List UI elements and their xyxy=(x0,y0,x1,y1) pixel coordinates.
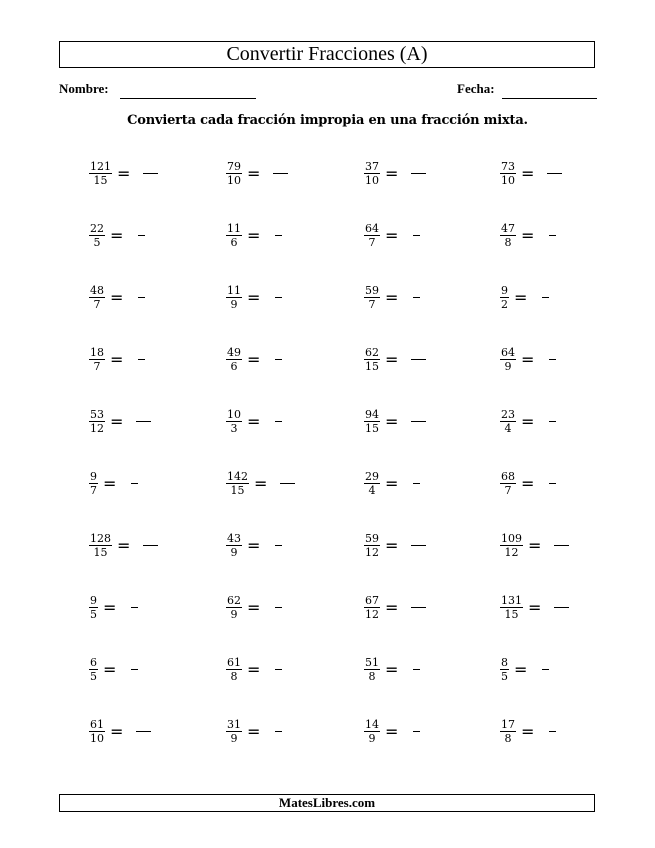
denominator: 15 xyxy=(504,607,519,621)
denominator: 8 xyxy=(368,669,376,683)
answer-blank[interactable] xyxy=(547,173,562,174)
problem-item xyxy=(500,282,549,312)
problem-item xyxy=(364,344,426,374)
numerator: 67 xyxy=(365,593,379,607)
name-label: Nombre: xyxy=(59,81,109,96)
denominator: 7 xyxy=(368,235,376,249)
denominator: 10 xyxy=(501,173,515,187)
improper-fraction xyxy=(500,657,509,682)
equals-sign: = xyxy=(110,411,124,431)
denominator: 7 xyxy=(90,483,97,497)
equals-sign: = xyxy=(247,721,261,741)
problem-item xyxy=(364,654,420,684)
numerator: 142 xyxy=(227,469,248,483)
improper-fraction xyxy=(89,719,105,744)
improper-fraction xyxy=(500,719,516,744)
numerator: 121 xyxy=(90,159,111,173)
answer-blank[interactable] xyxy=(136,421,151,422)
denominator: 7 xyxy=(93,359,101,373)
numerator: 8 xyxy=(501,655,508,669)
numerator: 22 xyxy=(90,221,104,235)
improper-fraction xyxy=(364,161,380,186)
equals-sign: = xyxy=(521,163,535,183)
numerator: 37 xyxy=(365,159,379,173)
improper-fraction xyxy=(500,409,516,434)
denominator: 8 xyxy=(504,235,512,249)
problem-item xyxy=(500,406,556,436)
denominator: 12 xyxy=(365,545,379,559)
improper-fraction xyxy=(226,347,242,372)
numerator: 9 xyxy=(90,469,97,483)
numerator: 48 xyxy=(90,283,104,297)
equals-sign: = xyxy=(247,225,261,245)
denominator: 15 xyxy=(93,173,108,187)
equals-sign: = xyxy=(385,163,399,183)
answer-blank[interactable] xyxy=(275,297,282,298)
problem-item xyxy=(500,654,549,684)
answer-blank[interactable] xyxy=(413,297,420,298)
instructions: Convierta cada fracción impropia en una fracción mixta. xyxy=(127,113,528,128)
answer-blank[interactable] xyxy=(413,483,420,484)
problem-item xyxy=(364,282,420,312)
denominator: 7 xyxy=(368,297,376,311)
equals-sign: = xyxy=(103,597,117,617)
numerator: 18 xyxy=(90,345,104,359)
improper-fraction xyxy=(226,719,242,744)
denominator: 15 xyxy=(365,421,379,435)
answer-blank[interactable] xyxy=(549,731,556,732)
denominator: 9 xyxy=(230,545,238,559)
answer-blank[interactable] xyxy=(275,359,282,360)
problem-item xyxy=(364,468,420,498)
equals-sign: = xyxy=(521,225,535,245)
denominator: 12 xyxy=(90,421,104,435)
answer-blank[interactable] xyxy=(411,545,426,546)
numerator: 128 xyxy=(90,531,111,545)
answer-blank[interactable] xyxy=(275,545,282,546)
footer-site: MatesLibres.com xyxy=(59,794,595,812)
answer-blank[interactable] xyxy=(131,669,138,670)
improper-fraction xyxy=(364,719,380,744)
answer-blank[interactable] xyxy=(275,731,282,732)
problem-item xyxy=(226,282,282,312)
answer-blank[interactable] xyxy=(275,235,282,236)
answer-blank[interactable] xyxy=(131,607,138,608)
numerator: 62 xyxy=(365,345,379,359)
improper-fraction xyxy=(364,409,380,434)
problem-item xyxy=(89,530,158,560)
equals-sign: = xyxy=(247,597,261,617)
answer-blank[interactable] xyxy=(138,359,145,360)
equals-sign: = xyxy=(528,597,542,617)
answer-blank[interactable] xyxy=(411,607,426,608)
denominator: 7 xyxy=(93,297,101,311)
problem-item xyxy=(500,220,556,250)
denominator: 2 xyxy=(501,297,508,311)
answer-blank[interactable] xyxy=(549,483,556,484)
numerator: 11 xyxy=(227,221,241,235)
improper-fraction xyxy=(226,533,242,558)
problem-item xyxy=(226,468,295,498)
equals-sign: = xyxy=(117,163,131,183)
answer-blank[interactable] xyxy=(131,483,138,484)
denominator: 12 xyxy=(504,545,519,559)
answer-blank[interactable] xyxy=(280,483,295,484)
date-label: Fecha: xyxy=(457,81,495,96)
denominator: 5 xyxy=(90,607,97,621)
problem-item xyxy=(364,530,426,560)
improper-fraction xyxy=(89,533,112,558)
improper-fraction xyxy=(226,657,242,682)
problem-item xyxy=(226,654,282,684)
problem-item xyxy=(89,654,138,684)
denominator: 9 xyxy=(230,731,238,745)
improper-fraction xyxy=(226,223,242,248)
numerator: 10 xyxy=(227,407,241,421)
numerator: 59 xyxy=(365,283,379,297)
improper-fraction xyxy=(500,347,516,372)
answer-blank[interactable] xyxy=(411,421,426,422)
improper-fraction xyxy=(226,285,242,310)
problem-item xyxy=(500,158,562,188)
answer-blank[interactable] xyxy=(554,545,569,546)
answer-blank[interactable] xyxy=(411,359,426,360)
denominator: 6 xyxy=(230,359,238,373)
equals-sign: = xyxy=(110,349,124,369)
denominator: 4 xyxy=(368,483,376,497)
answer-blank[interactable] xyxy=(275,669,282,670)
numerator: 61 xyxy=(227,655,241,669)
equals-sign: = xyxy=(385,597,399,617)
equals-sign: = xyxy=(117,535,131,555)
equals-sign: = xyxy=(385,411,399,431)
equals-sign: = xyxy=(247,411,261,431)
improper-fraction xyxy=(226,471,249,496)
improper-fraction xyxy=(500,223,516,248)
numerator: 23 xyxy=(501,407,515,421)
problem-item xyxy=(226,716,282,746)
denominator: 7 xyxy=(504,483,512,497)
equals-sign: = xyxy=(521,721,535,741)
equals-sign: = xyxy=(385,659,399,679)
numerator: 47 xyxy=(501,221,515,235)
numerator: 109 xyxy=(501,531,522,545)
problem-item xyxy=(89,220,145,250)
answer-blank[interactable] xyxy=(549,359,556,360)
denominator: 10 xyxy=(365,173,379,187)
denominator: 8 xyxy=(230,669,238,683)
improper-fraction xyxy=(364,595,380,620)
answer-blank[interactable] xyxy=(554,607,569,608)
answer-blank[interactable] xyxy=(143,173,158,174)
numerator: 6 xyxy=(90,655,97,669)
numerator: 64 xyxy=(501,345,515,359)
improper-fraction xyxy=(89,161,112,186)
denominator: 9 xyxy=(230,607,238,621)
denominator: 10 xyxy=(90,731,104,745)
improper-fraction xyxy=(500,533,523,558)
problem-item xyxy=(226,592,282,622)
numerator: 53 xyxy=(90,407,104,421)
answer-blank[interactable] xyxy=(136,731,151,732)
problem-item xyxy=(500,592,569,622)
denominator: 12 xyxy=(365,607,379,621)
answer-blank[interactable] xyxy=(542,297,549,298)
answer-blank[interactable] xyxy=(549,421,556,422)
answer-blank[interactable] xyxy=(275,421,282,422)
problem-item xyxy=(226,530,282,560)
denominator: 10 xyxy=(227,173,241,187)
problem-item xyxy=(226,220,282,250)
denominator: 5 xyxy=(90,669,97,683)
problem-item xyxy=(89,468,138,498)
answer-blank[interactable] xyxy=(413,669,420,670)
improper-fraction xyxy=(500,285,509,310)
numerator: 9 xyxy=(501,283,508,297)
numerator: 14 xyxy=(365,717,379,731)
denominator: 8 xyxy=(504,731,512,745)
answer-blank[interactable] xyxy=(138,297,145,298)
problem-item xyxy=(89,406,151,436)
answer-blank[interactable] xyxy=(411,173,426,174)
improper-fraction xyxy=(364,285,380,310)
equals-sign: = xyxy=(110,287,124,307)
numerator: 94 xyxy=(365,407,379,421)
equals-sign: = xyxy=(385,473,399,493)
denominator: 9 xyxy=(504,359,512,373)
improper-fraction xyxy=(226,595,242,620)
equals-sign: = xyxy=(514,287,528,307)
equals-sign: = xyxy=(521,411,535,431)
improper-fraction xyxy=(89,657,98,682)
answer-blank[interactable] xyxy=(542,669,549,670)
improper-fraction xyxy=(226,161,242,186)
numerator: 9 xyxy=(90,593,97,607)
improper-fraction xyxy=(364,347,380,372)
denominator: 5 xyxy=(501,669,508,683)
equals-sign: = xyxy=(385,225,399,245)
equals-sign: = xyxy=(110,721,124,741)
improper-fraction xyxy=(89,347,105,372)
numerator: 59 xyxy=(365,531,379,545)
worksheet-title: Convertir Fracciones (A) xyxy=(59,41,595,68)
improper-fraction xyxy=(89,223,105,248)
equals-sign: = xyxy=(103,473,117,493)
problem-item xyxy=(500,468,556,498)
numerator: 68 xyxy=(501,469,515,483)
equals-sign: = xyxy=(385,535,399,555)
improper-fraction xyxy=(500,471,516,496)
equals-sign: = xyxy=(247,349,261,369)
problem-item xyxy=(226,406,282,436)
improper-fraction xyxy=(364,533,380,558)
problem-item xyxy=(89,344,145,374)
problem-item xyxy=(226,344,282,374)
equals-sign: = xyxy=(521,473,535,493)
equals-sign: = xyxy=(385,349,399,369)
improper-fraction xyxy=(364,471,380,496)
problem-item xyxy=(364,158,426,188)
improper-fraction xyxy=(226,409,242,434)
equals-sign: = xyxy=(110,225,124,245)
problem-item xyxy=(364,592,426,622)
numerator: 131 xyxy=(501,593,522,607)
numerator: 17 xyxy=(501,717,515,731)
numerator: 51 xyxy=(365,655,379,669)
improper-fraction xyxy=(364,223,380,248)
numerator: 73 xyxy=(501,159,515,173)
answer-blank[interactable] xyxy=(138,235,145,236)
equals-sign: = xyxy=(247,163,261,183)
numerator: 79 xyxy=(227,159,241,173)
equals-sign: = xyxy=(385,287,399,307)
equals-sign: = xyxy=(247,287,261,307)
improper-fraction xyxy=(89,285,105,310)
numerator: 11 xyxy=(227,283,241,297)
problem-item xyxy=(89,592,138,622)
problem-item xyxy=(364,220,420,250)
numerator: 49 xyxy=(227,345,241,359)
equals-sign: = xyxy=(247,659,261,679)
improper-fraction xyxy=(89,409,105,434)
improper-fraction xyxy=(500,161,516,186)
improper-fraction xyxy=(89,595,98,620)
numerator: 62 xyxy=(227,593,241,607)
denominator: 5 xyxy=(93,235,101,249)
numerator: 43 xyxy=(227,531,241,545)
denominator: 9 xyxy=(368,731,376,745)
problem-item xyxy=(89,282,145,312)
denominator: 15 xyxy=(230,483,245,497)
numerator: 64 xyxy=(365,221,379,235)
denominator: 4 xyxy=(504,421,512,435)
equals-sign: = xyxy=(254,473,268,493)
improper-fraction xyxy=(500,595,523,620)
problem-item xyxy=(500,716,556,746)
equals-sign: = xyxy=(385,721,399,741)
answer-blank[interactable] xyxy=(413,731,420,732)
denominator: 15 xyxy=(365,359,379,373)
denominator: 15 xyxy=(93,545,108,559)
problem-item xyxy=(226,158,288,188)
denominator: 9 xyxy=(230,297,238,311)
answer-blank[interactable] xyxy=(273,173,288,174)
improper-fraction xyxy=(89,471,98,496)
problem-item xyxy=(500,344,556,374)
numerator: 61 xyxy=(90,717,104,731)
problem-item xyxy=(89,158,158,188)
equals-sign: = xyxy=(514,659,528,679)
problem-item xyxy=(364,406,426,436)
answer-blank[interactable] xyxy=(413,235,420,236)
problem-item xyxy=(364,716,420,746)
numerator: 29 xyxy=(365,469,379,483)
problem-item xyxy=(89,716,151,746)
problem-item xyxy=(500,530,569,560)
answer-blank[interactable] xyxy=(275,607,282,608)
improper-fraction xyxy=(364,657,380,682)
equals-sign: = xyxy=(103,659,117,679)
equals-sign: = xyxy=(528,535,542,555)
answer-blank[interactable] xyxy=(143,545,158,546)
denominator: 3 xyxy=(230,421,238,435)
numerator: 31 xyxy=(227,717,241,731)
denominator: 6 xyxy=(230,235,238,249)
equals-sign: = xyxy=(247,535,261,555)
equals-sign: = xyxy=(521,349,535,369)
answer-blank[interactable] xyxy=(549,235,556,236)
